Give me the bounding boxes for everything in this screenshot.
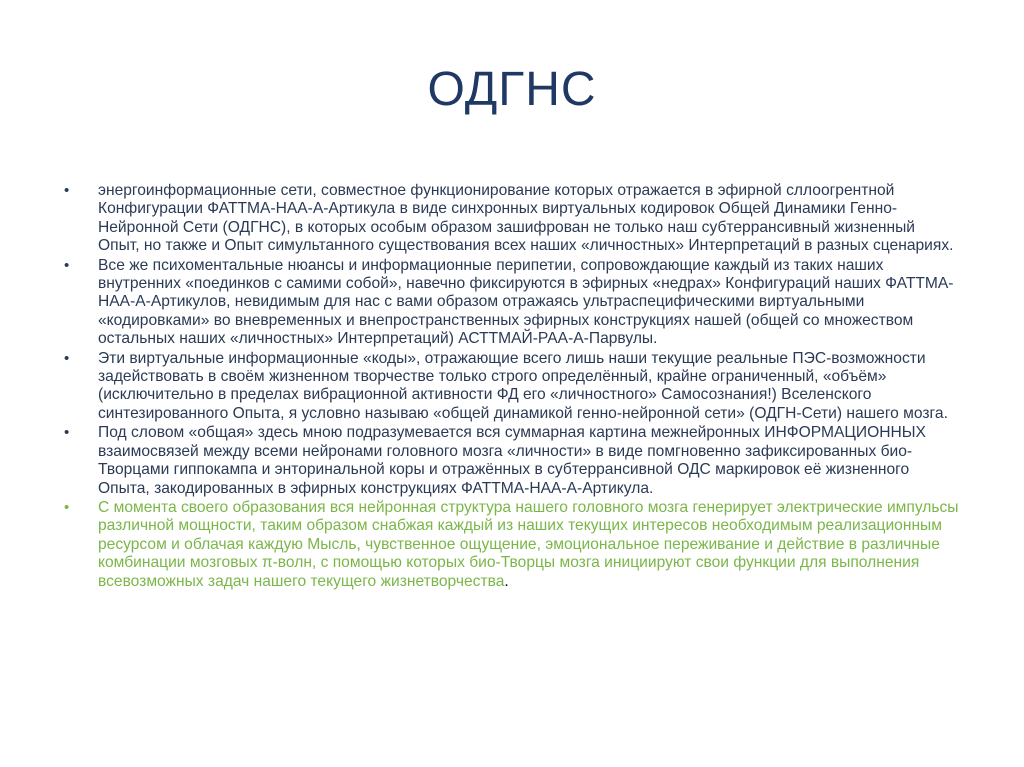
bullet-item: [64, 350, 959, 424]
bullet-list: [64, 182, 959, 592]
bullet-item-highlighted: [64, 499, 959, 591]
bullet-trailing-period: .: [504, 572, 509, 590]
bullet-text: С момента своего образования вся нейронная структура нашего головного мозга генерирует электрические импульсы различной мощности, таким образом снабжая каждый из наших текущих интересов необходимым реализационным ресурсом и облачая каждую Мысль, чувственное ощущение, эмоциональное переживание и действие в различные комбинации мозговых π-волн, с помощью которых био-Творцы мозга инициируют свои функции для выполнения всевозможных задач нашего текущего жизнетворчества: [98, 498, 959, 590]
bullet-item: [64, 424, 959, 498]
slide-title: ОДГНС: [427, 63, 597, 116]
bullet-dot-icon: •: [64, 424, 70, 442]
bullet-item: [64, 257, 959, 349]
bullet-dot-icon: •: [64, 256, 70, 274]
bullet-text: Под словом «общая» здесь мною подразумевается вся суммарная картина межнейронных ИНФОРМАЦИОННЫХ взаимосвязей между всеми нейронами головного мозга «личности» в виде помгновенно зафиксированных био-Творцами гиппокампа и энторинальной коры и отражённых в субтеррансивной ОДС маркировок её жизненного Опыта, закодированных в эфирных конструкциях ФАТТМА-НАА-А-Артикула.: [98, 424, 926, 497]
bullet-text: энергоинформационные сети, совместное функционирование которых отражается в эфирной сллоогрентной Конфигурации ФАТТМА-НАА-А-Артикула в виде синхронных виртуальных кодировок Общей Динамики Генно-Нейронной Сети (ОДГНС), в которых особым образом зашифрован не только наш субтеррансивный жизненный Опыт, но также и Опыт симультанного существования всех наших «личностных» Интерпретаций в разных сценариях.: [98, 182, 954, 255]
bullet-dot-icon: •: [64, 182, 70, 199]
bullet-item: [64, 182, 959, 256]
bullet-text: Все же психоментальные нюансы и информационные перипетии, сопровождающие каждый из таких наших внутренних «поединков с самими собой», навечно фиксируются в эфирных «недрах» Конфигураций наших ФАТТМА-НАА-А-Артикулов, невидимым для нас с вами образом отражаясь ультраспецифическими виртуальными «кодировками» во вневременных и внепространственных эфирных конструкциях нашей (общей со множеством остальных наших «личностных» Интерпретаций) АСТТМАЙ-РАА-А-Парвулы.: [98, 256, 954, 348]
bullet-dot-icon: •: [64, 349, 70, 367]
bullet-text: Эти виртуальные информационные «коды», отражающие всего лишь наши текущие реальные ПЭС-возможности задействовать в своём жизненном творчестве только строго определённый, крайне ограниченный, «объём» (исключительно в пределах вибрационной активности ФД его «личностного» Самосознания!) Вселенского синтезированного Опыта, я условно называю «общей динамикой генно-нейронной сети» (ОДГН-Сети) нашего мозга.: [98, 349, 948, 422]
bullet-dot-icon: •: [64, 498, 70, 516]
